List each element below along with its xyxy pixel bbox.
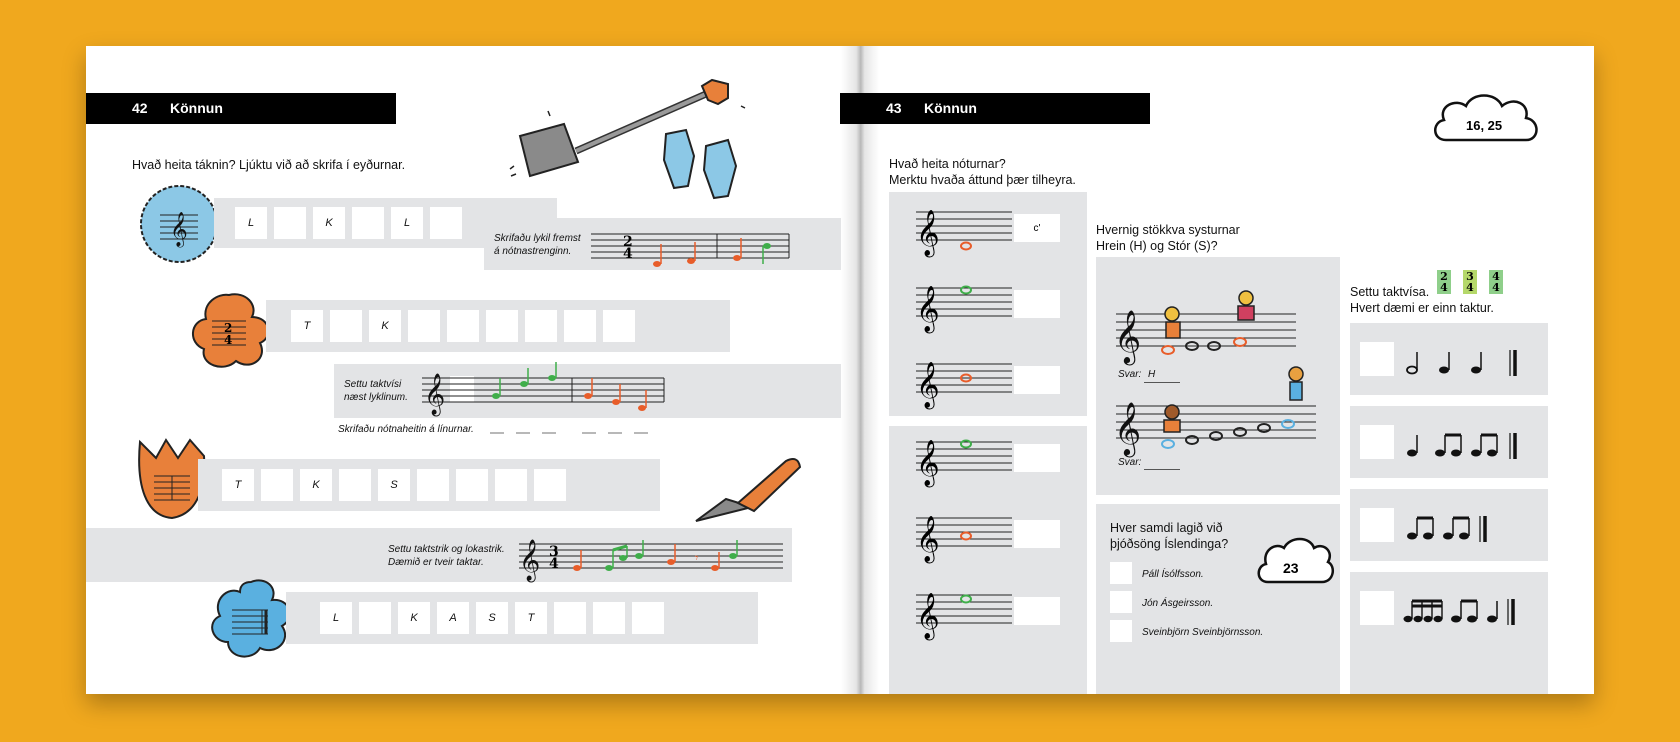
treble-clef: 𝄞 [916, 440, 940, 486]
treble-clef: 𝄞 [916, 362, 940, 408]
letter-box[interactable] [554, 602, 586, 634]
time-sig-badge: 3 4 [1463, 270, 1477, 294]
letter-box[interactable]: S [476, 602, 508, 634]
right-page-number: 43 [886, 100, 902, 116]
treble-clef: 𝄞 [916, 593, 940, 639]
exercise2-note: Skrifaðu nótnaheitin á línurnar. [338, 424, 474, 435]
right-page-header [840, 93, 1150, 124]
rhythm-notation [1404, 336, 1544, 636]
answer-box[interactable] [1014, 290, 1060, 318]
exercise3-staff [519, 530, 789, 580]
svg-text:𝄞: 𝄞 [424, 374, 446, 415]
right-page-title: Könnun [924, 100, 977, 116]
exercise2-answer-lines [490, 431, 670, 435]
book-gutter [841, 46, 879, 694]
svar2-label: Svar: [1118, 457, 1142, 468]
letter-box[interactable] [456, 469, 488, 501]
page-ref-badge: 16, 25 [1466, 118, 1503, 133]
letter-box[interactable]: S [378, 469, 410, 501]
composer-ref-badge: 23 [1283, 560, 1299, 576]
time-sig-answer-box[interactable] [1360, 508, 1394, 542]
svg-text:4: 4 [623, 246, 633, 262]
option-checkbox[interactable] [1110, 591, 1132, 613]
row3-letter-boxes [222, 469, 566, 501]
row4-letter-boxes [320, 602, 664, 634]
q3-text: Hver samdi lagið við þjóðsöng Íslendinga? [1110, 521, 1229, 551]
answer-box[interactable] [1014, 366, 1060, 394]
exercise2-text: Settu taktvísi næst lyklinum. [344, 379, 408, 403]
letter-box[interactable] [359, 602, 391, 634]
svar2-line[interactable] [1144, 469, 1180, 470]
letter-box[interactable]: L [391, 207, 423, 239]
answer-box[interactable] [1014, 214, 1060, 242]
letter-box[interactable] [274, 207, 306, 239]
letter-box[interactable]: K [398, 602, 430, 634]
letter-box[interactable] [486, 310, 518, 342]
letter-box[interactable]: L [235, 207, 267, 239]
q2-text: Hvernig stökkva systurnar Hrein (H) og Stór (S)? [1096, 223, 1240, 253]
letter-box[interactable] [261, 469, 293, 501]
svg-text:4: 4 [224, 333, 233, 347]
letter-box[interactable]: T [222, 469, 254, 501]
letter-box[interactable] [593, 602, 625, 634]
letter-box[interactable] [408, 310, 440, 342]
left-page-header [86, 93, 396, 124]
time-sig-answer-box[interactable] [1360, 342, 1394, 376]
whole-note [961, 243, 971, 250]
svg-text:4: 4 [549, 556, 559, 572]
option-checkbox[interactable] [1110, 562, 1132, 584]
letter-box[interactable] [352, 207, 384, 239]
flower-treble-clef [136, 181, 222, 267]
answer-box[interactable] [1014, 597, 1060, 625]
time-sig-badge: 2 4 [1437, 270, 1451, 294]
option-label: Jón Ásgeirsson. [1142, 598, 1214, 609]
letter-box[interactable]: K [313, 207, 345, 239]
whole-note [961, 596, 971, 603]
svg-text:𝄞: 𝄞 [1114, 401, 1142, 455]
answer-box[interactable] [1014, 520, 1060, 548]
q4-text: Settu taktvísa. Hvert dæmi er einn taktur. [1350, 285, 1494, 315]
gloves-illustration [656, 126, 776, 206]
q1-staves [914, 192, 1024, 692]
time-sig-answer-box[interactable] [1360, 425, 1394, 459]
left-instruction: Hvað heita táknin? Ljúktu við að skrifa í eyðurnar. [132, 158, 406, 172]
svar1-label: Svar: [1118, 369, 1142, 380]
exercise2-staff [422, 366, 672, 416]
svg-text:𝄞: 𝄞 [519, 540, 541, 581]
row1-letter-boxes [235, 207, 462, 239]
letter-box[interactable] [534, 469, 566, 501]
letter-box[interactable] [564, 310, 596, 342]
option-checkbox[interactable] [1110, 620, 1132, 642]
svg-text:2: 2 [623, 234, 633, 250]
row2-letter-boxes [291, 310, 635, 342]
svg-text:𝄞: 𝄞 [170, 212, 188, 247]
letter-box[interactable] [495, 469, 527, 501]
letter-box[interactable] [525, 310, 557, 342]
answer-value: c' [1033, 222, 1041, 234]
svar1-value: H [1148, 369, 1156, 380]
left-page-title: Könnun [170, 100, 223, 116]
exercise3-text: Settu taktstrik og lokastrik. Dæmið er tveir taktar. [388, 544, 505, 568]
letter-box[interactable]: T [291, 310, 323, 342]
letter-box[interactable] [632, 602, 664, 634]
time-sig-badge: 4 4 [1489, 270, 1503, 294]
exercise1-text: Skrifaðu lykil fremst á nótnastrenginn. [494, 233, 581, 257]
letter-box[interactable] [417, 469, 449, 501]
svg-text:𝄾: 𝄾 [695, 551, 699, 565]
letter-box[interactable] [430, 207, 462, 239]
exercise1-staff [591, 224, 791, 268]
time-signature-options [1437, 270, 1503, 294]
letter-box[interactable]: K [300, 469, 332, 501]
svar1-line [1144, 382, 1180, 383]
letter-box[interactable] [447, 310, 479, 342]
svg-text:2: 2 [224, 321, 233, 335]
treble-clef: 𝄞 [916, 286, 940, 332]
svg-text:3: 3 [549, 544, 559, 560]
letter-box[interactable]: A [437, 602, 469, 634]
treble-clef: 𝄞 [916, 210, 940, 256]
letter-box[interactable]: K [369, 310, 401, 342]
left-page-number: 42 [132, 100, 148, 116]
letter-box[interactable] [339, 469, 371, 501]
letter-box[interactable] [330, 310, 362, 342]
option-label: Sveinbjörn Sveinbjörnsson. [1142, 627, 1264, 638]
time-sig-answer-box[interactable] [1360, 591, 1394, 625]
flower-barline [206, 576, 296, 662]
trowel-illustration [686, 441, 816, 531]
option-label: Páll Ísólfsson. [1142, 569, 1204, 580]
letter-box[interactable]: L [320, 602, 352, 634]
letter-box[interactable]: T [515, 602, 547, 634]
q1-text: Hvað heita nóturnar? Merktu hvaða áttund þær tilheyra. [889, 157, 1076, 187]
letter-box[interactable] [603, 310, 635, 342]
whole-note [961, 533, 971, 540]
treble-clef: 𝄞 [916, 516, 940, 562]
answer-box[interactable] [1014, 444, 1060, 472]
flower-time-signature [186, 291, 272, 371]
book-spread [86, 46, 1594, 694]
svg-text:𝄞: 𝄞 [1114, 309, 1142, 363]
